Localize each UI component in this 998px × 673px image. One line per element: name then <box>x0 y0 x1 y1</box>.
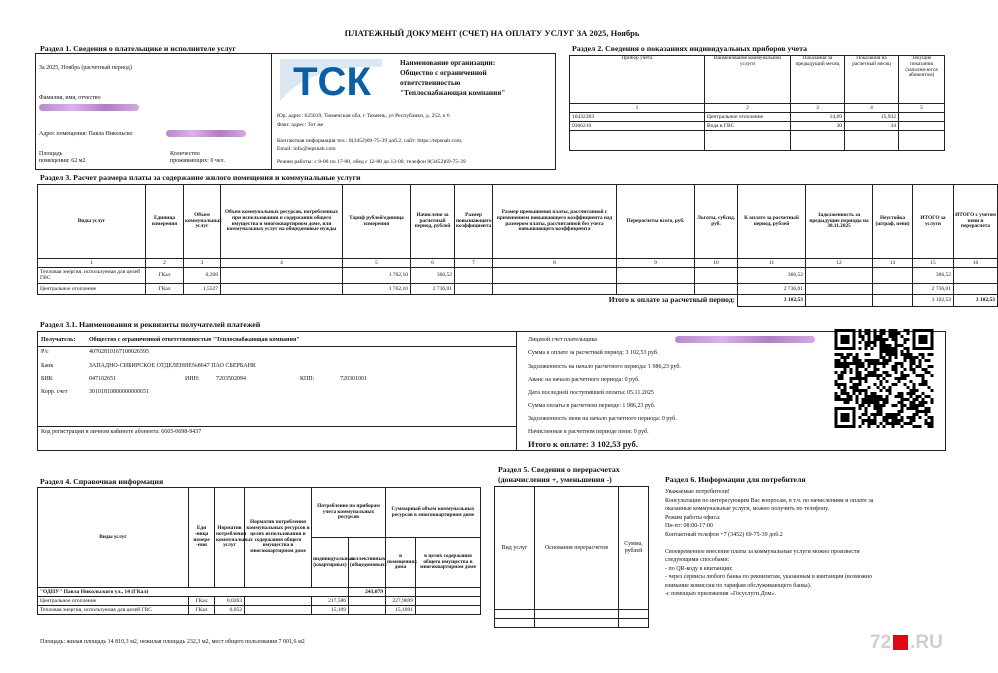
meter-service: Вода в ГВС <box>705 122 791 131</box>
charges-header: К оплате за расчетный период, рублей <box>738 185 806 259</box>
ref-ind: 15,109 <box>312 606 349 615</box>
consumer-info <box>665 488 873 599</box>
ref-ind: 217,586 <box>312 597 349 606</box>
ref-house-row <box>38 588 481 597</box>
charges-recalc <box>617 284 695 295</box>
charges-debt <box>806 268 873 284</box>
ref-service: Центральное отопление <box>38 597 189 606</box>
meter-service: Центральное отопление <box>705 113 791 122</box>
ref-unit: ГКал <box>189 606 215 615</box>
meter-col-num: 2 <box>705 104 791 113</box>
charges-table <box>37 184 998 307</box>
address-label: Адрес помещения: Павла Никольско <box>39 131 133 137</box>
section-1-heading: Раздел 1. Сведения о плательщике и исполнителе услуг <box>40 44 236 53</box>
section-4-heading: Раздел 4. Справочная информация <box>40 477 164 486</box>
document-title: ПЛАТЕЖНЫЙ ДОКУМЕНТ (СЧЕТ) НА ОПЛАТУ УСЛУГ ЗА 2025, Ноябрь <box>344 28 640 38</box>
charges-total-services: 3 102,53 <box>913 295 954 307</box>
email: Email: info@tepsnab.com <box>277 146 336 152</box>
charges-total-to-pay: 3 102,53 <box>738 295 806 307</box>
jur-address: Юр. адрес: 625019, Тюменская обл, г Тюмень, ул Республики, д. 252, к 6 <box>277 113 450 119</box>
ref-norm-odn <box>245 597 312 606</box>
ks-value: 30101810800000000651 <box>89 389 149 395</box>
inn-value: 7203502094 <box>216 376 246 382</box>
charges-tariff: 1 762,10 <box>343 284 411 295</box>
meter-col-num: 1 <box>570 104 705 113</box>
redacted-name <box>39 104 139 111</box>
ref-header-service: Виды услуг <box>38 488 189 588</box>
charges-header: Единица измерения <box>146 185 184 259</box>
meter-entered[interactable] <box>899 113 945 122</box>
ref-unit: ГКал <box>189 597 215 606</box>
charges-unit: ГКал <box>146 268 184 284</box>
info-line: Контактный телефон +7 (3452) 69-75-39 доб.2 <box>665 531 783 538</box>
ref-row <box>38 597 481 606</box>
charges-header: Тариф рублей/единица измерения <box>343 185 411 259</box>
charges-header: ИТОГО за услуги <box>913 185 954 259</box>
org-name-3: "Теплоснабжающая компания" <box>400 88 506 97</box>
charges-odn <box>221 284 343 295</box>
charges-benefits <box>695 268 738 284</box>
meter-row <box>570 113 945 122</box>
charges-recalc <box>617 268 695 284</box>
info-line: - через сервисы любого банка по реквизитам, указанным в квитанции (возможно <box>665 574 873 580</box>
charges-col-num: 13 <box>873 259 913 268</box>
ref-house-total: 243,079 <box>349 588 386 597</box>
charges-benefits <box>695 284 738 295</box>
ref-in-rooms: 15,1091 <box>386 606 416 615</box>
ref-norm-ind: 0,052 <box>215 606 245 615</box>
charges-col-num: 16 <box>954 259 998 268</box>
charges-excess <box>493 284 617 295</box>
org-name-2: ответственностью <box>400 78 461 87</box>
charges-header: Объем коммунальных ресурсов, потребленных при использовании и содержании общего имущества в многоквартирном доме, или коммунальных услуг на общедомовые нужды <box>221 185 343 259</box>
charges-to-pay: 366,52 <box>738 268 806 284</box>
charges-coef <box>455 268 493 284</box>
charges-debt <box>806 284 873 295</box>
ref-row <box>38 606 481 615</box>
ref-header-common: в целях содержания общего имущества в многоквартирном доме <box>416 538 481 588</box>
charges-col-num: 1 <box>38 259 146 268</box>
meter-prev: 30 <box>791 122 845 131</box>
section-3-1-heading: Раздел 3.1. Наименования и реквизиты получателей платежей <box>40 320 261 329</box>
recalc-header-sum: Сумма, рублей <box>619 487 649 610</box>
info-line: Своевременное внесение платы за коммунальные услуги можно произвести <box>665 548 860 555</box>
meter-row <box>570 122 945 131</box>
tsk-logo <box>278 57 386 103</box>
ref-header-total: Суммарный объем коммунальных ресурсов в многоквартирном доме <box>386 488 481 538</box>
rs-label: Р/с <box>41 349 49 355</box>
charges-col-num: 2 <box>146 259 184 268</box>
charges-volume: 0,208 <box>184 268 221 284</box>
area-note: Площадь: жилая площадь 14 810,3 м2, нежилая площадь 232,3 м2, мест общего пользования 7 001,6 м2 <box>40 639 305 645</box>
ref-header-norm-ind: Норматив потребления коммунальных услуг <box>215 488 245 588</box>
qr-code-icon[interactable] <box>827 329 941 428</box>
info-line: - по QR-коду в квитанции; <box>665 565 733 572</box>
charges-row <box>38 268 998 284</box>
meter-col-num: 3 <box>791 104 845 113</box>
charges-volume: 1,5527 <box>184 284 221 295</box>
charges-grand-total: 3 102,53 <box>954 295 998 307</box>
charges-header: Начислено за расчетный период, рублей <box>411 185 455 259</box>
charges-total-penalty <box>954 284 998 295</box>
charges-col-num: 8 <box>493 259 617 268</box>
recalc-header-service: Вид услуг <box>495 487 535 610</box>
section-5-subheading: (доначисления +, уменьшения -) <box>498 475 612 484</box>
section-5-heading: Раздел 5. Сведения о перерасчетах <box>498 465 620 474</box>
meter-entered[interactable] <box>899 122 945 131</box>
meter-col-num: 4 <box>845 104 899 113</box>
info-line: Режим работы офиса: <box>665 514 721 521</box>
site-watermark <box>870 632 943 654</box>
ref-norm-odn <box>245 606 312 615</box>
section-2-heading: Раздел 2. Сведения о показаниях индивидуальных приборов учета <box>572 44 808 53</box>
account-label: Лицевой счет плательщика <box>528 337 598 343</box>
ref-header-consumption: Потребление по приборам учета коммунальных ресурсов <box>312 488 386 538</box>
ref-service: Тепловая энергия, используемая для целей ГВС <box>38 606 189 615</box>
charges-col-num: 10 <box>695 259 738 268</box>
charges-col-num: 4 <box>221 259 343 268</box>
charges-accrued: 2 736,01 <box>411 284 455 295</box>
ref-coll <box>349 597 386 606</box>
people-value: проживающих: 0 чел. <box>170 158 225 164</box>
section-6-heading: Раздел 6. Информации для потребителя <box>665 475 806 484</box>
charges-to-pay: 2 736,01 <box>738 284 806 295</box>
charges-header: Виды услуг <box>38 185 146 259</box>
charges-total-row <box>38 295 998 307</box>
section-1-box <box>35 53 556 170</box>
reference-table <box>37 487 481 615</box>
summary-line: Начисленные в расчетном периоде пени: 0 руб. <box>528 429 649 435</box>
meter-header-service: Наименование коммунальной услуги <box>705 56 791 104</box>
area-value: помещения: 62 м2 <box>39 158 86 164</box>
logo-text: ТСК <box>293 60 371 104</box>
bank-label: Банк <box>41 363 54 369</box>
billing-period: За 2025, Ноябрь (расчетный период) <box>39 65 132 71</box>
charges-header: Размер повышающего коэффициента <box>455 185 493 259</box>
charges-unit: ГКал <box>146 284 184 295</box>
meter-header-entered: Текущие показания (заполня-ются абонентом) <box>899 56 945 104</box>
fio-label: Фамилия, имя, отчество <box>39 95 101 101</box>
watermark-square-icon <box>893 635 908 650</box>
charges-header: Объем коммунальных услуг <box>184 185 221 259</box>
org-title: Наименование организации: <box>400 58 496 67</box>
charges-col-num: 9 <box>617 259 695 268</box>
charges-col-num: 12 <box>806 259 873 268</box>
meter-current: 34 <box>845 122 899 131</box>
ref-house-name: "ОДПУ" Павла Никольского ул., 14 (ГКал) <box>38 588 349 597</box>
charges-coef <box>455 284 493 295</box>
meter-header-prev: Показания за предыдущий месяц <box>791 56 845 104</box>
meter-header-device: Прибор учета <box>570 56 705 104</box>
meter-id: 10432383 <box>570 113 705 122</box>
info-line: Консультации по интересующим Вас вопросам, в т.ч. по начислениям и оплате за <box>665 497 874 504</box>
info-line: следующими способами: <box>665 557 730 563</box>
charges-service: Тепловая энергия, используемая для целей ГВС <box>38 268 146 284</box>
ref-header-ind: индивидуальных (квартирных) <box>312 538 349 588</box>
total-to-pay: Итого к оплате: 3 102,53 руб. <box>528 439 638 449</box>
inn-label: ИНН: <box>185 376 200 382</box>
recipient: Общество с ограниченной ответственностью "Теплоснабжающая компания" <box>89 337 300 343</box>
meter-col-num: 5 <box>899 104 945 113</box>
charges-total-label: Итого к оплате за расчетный период: <box>38 295 738 307</box>
meter-table <box>569 55 945 151</box>
info-line: -с помощью приложения «Госуслуги.Дом». <box>665 591 776 597</box>
info-line: взимание комиссии по тарифам обслуживающего банка). <box>665 582 812 589</box>
work-hours: Режим работы: с 8-00 по 17-00, обед с 12-00 до 13-00, телефон 8(3452)69-75-39 <box>277 159 466 165</box>
charges-header: Неустойка (штраф, пени) <box>873 185 913 259</box>
ref-norm-ind: 0,0263 <box>215 597 245 606</box>
recalc-table <box>494 486 649 628</box>
charges-header: Льготы, субсид. руб. <box>695 185 738 259</box>
redacted-account <box>675 336 815 343</box>
charges-odn <box>221 268 343 284</box>
ref-header-unit: Еди -ница измере -ния <box>189 488 215 588</box>
charges-total: 366,52 <box>913 268 954 284</box>
charges-header: Задолженность за предыдущие периоды на 30.11.2025 <box>806 185 873 259</box>
section-3-1-box <box>37 331 946 451</box>
charges-tariff: 1 762,10 <box>343 268 411 284</box>
info-line: Уважаемые потребители! <box>665 489 730 495</box>
registration-code: Код регистрации в личном кабинете абонента: 6665-0698-9437 <box>41 429 202 435</box>
charges-header: Перерасчеты всего, руб. <box>617 185 695 259</box>
meter-prev: 14,69 <box>791 113 845 122</box>
charges-total-penalty <box>954 268 998 284</box>
area-label: Площадь <box>39 151 63 157</box>
summary-line: Сумма оплаты в расчетном периоде: 1 986,23 руб. <box>528 403 656 409</box>
section-1-divider <box>271 54 272 170</box>
summary-line: Аванс на начало расчетного периода: 0 руб. <box>528 377 640 383</box>
kpp-label: КПП: <box>300 376 315 382</box>
ref-coll <box>349 606 386 615</box>
bik-value: 047102651 <box>89 376 116 382</box>
charges-penalty <box>873 268 913 284</box>
summary-line: Задолженность пени на начало расчетного периода: 0 руб. <box>528 416 677 422</box>
charges-header: Размер превышения платы, рассчитанной с применением повышающего коэффициента над размером платы, рассчитанной без учета повышающего коэффициента <box>493 185 617 259</box>
charges-excess <box>493 268 617 284</box>
ref-common <box>416 597 481 606</box>
ref-header-coll: коллективных (общедомовых) <box>349 538 386 588</box>
charges-accrued: 366,52 <box>411 268 455 284</box>
bank-value: ЗАПАДНО-СИБИРСКОЕ ОТДЕЛЕНИЕ№8647 ПАО СБЕРБАНК <box>89 363 256 369</box>
info-line: Пн-пт: 08:00-17:00 <box>665 523 713 529</box>
info-line <box>665 539 873 548</box>
charges-col-num: 3 <box>184 259 221 268</box>
recipient-label: Получатель: <box>41 337 76 343</box>
section-3-heading: Раздел 3. Расчет размера платы за содержание жилого помещения и коммунальные услуги <box>40 173 361 182</box>
recalc-header-basis: Основания перерасчетов <box>535 487 619 610</box>
org-name-1: Общество с ограниченной <box>400 68 487 77</box>
summary-line: Сумма к оплате за расчетный период: 3 102,53 руб. <box>528 350 659 356</box>
ks-label: Корр. счет <box>41 389 68 395</box>
ref-header-in-rooms: в помещениях дома <box>386 538 416 588</box>
info-line: оказанные коммунальные услуги, можно получить по телефону. <box>665 506 830 512</box>
people-label: Количество <box>170 151 200 157</box>
charges-service: Центральное отопление <box>38 284 146 295</box>
charges-col-num: 6 <box>411 259 455 268</box>
summary-line: Задолженность на начало расчетного периода: 1 986,23 руб. <box>528 364 681 370</box>
contacts: Контактная информация тел.: 8(3452)69-75-39 доб.2, сайт: https://tepsnab.com, <box>277 138 463 144</box>
summary-line: Дата последней поступившей оплаты: 05.11.2025 <box>528 390 654 396</box>
charges-col-num: 11 <box>738 259 806 268</box>
charges-penalty <box>873 284 913 295</box>
charges-total: 2 736,01 <box>913 284 954 295</box>
meter-header-current: Показания на расчетный месяц <box>845 56 899 104</box>
charges-row <box>38 284 998 295</box>
charges-header: ИТОГО с учетом пени и перерасчета <box>954 185 998 259</box>
watermark-text: .RU <box>910 632 943 653</box>
ref-in-rooms: 227,9699 <box>386 597 416 606</box>
redacted-address <box>166 130 246 137</box>
ref-header-norm-odn: Норматив потребления коммунальных ресурсов в целях использования и содержания общего имущества в многоквартирном доме <box>245 488 312 588</box>
ref-common <box>416 606 481 615</box>
charges-col-num: 15 <box>913 259 954 268</box>
meter-id: 9366210 <box>570 122 705 131</box>
bik-label: БИК <box>41 376 53 382</box>
fact-address: Факт. адрес: Тот же <box>277 122 324 128</box>
kpp-value: 720301001 <box>340 376 367 382</box>
rs-value: 40702810167100026595 <box>89 349 149 355</box>
meter-current: 15,932 <box>845 113 899 122</box>
watermark-number: 72 <box>870 632 892 653</box>
charges-col-num: 7 <box>455 259 493 268</box>
charges-col-num: 5 <box>343 259 411 268</box>
